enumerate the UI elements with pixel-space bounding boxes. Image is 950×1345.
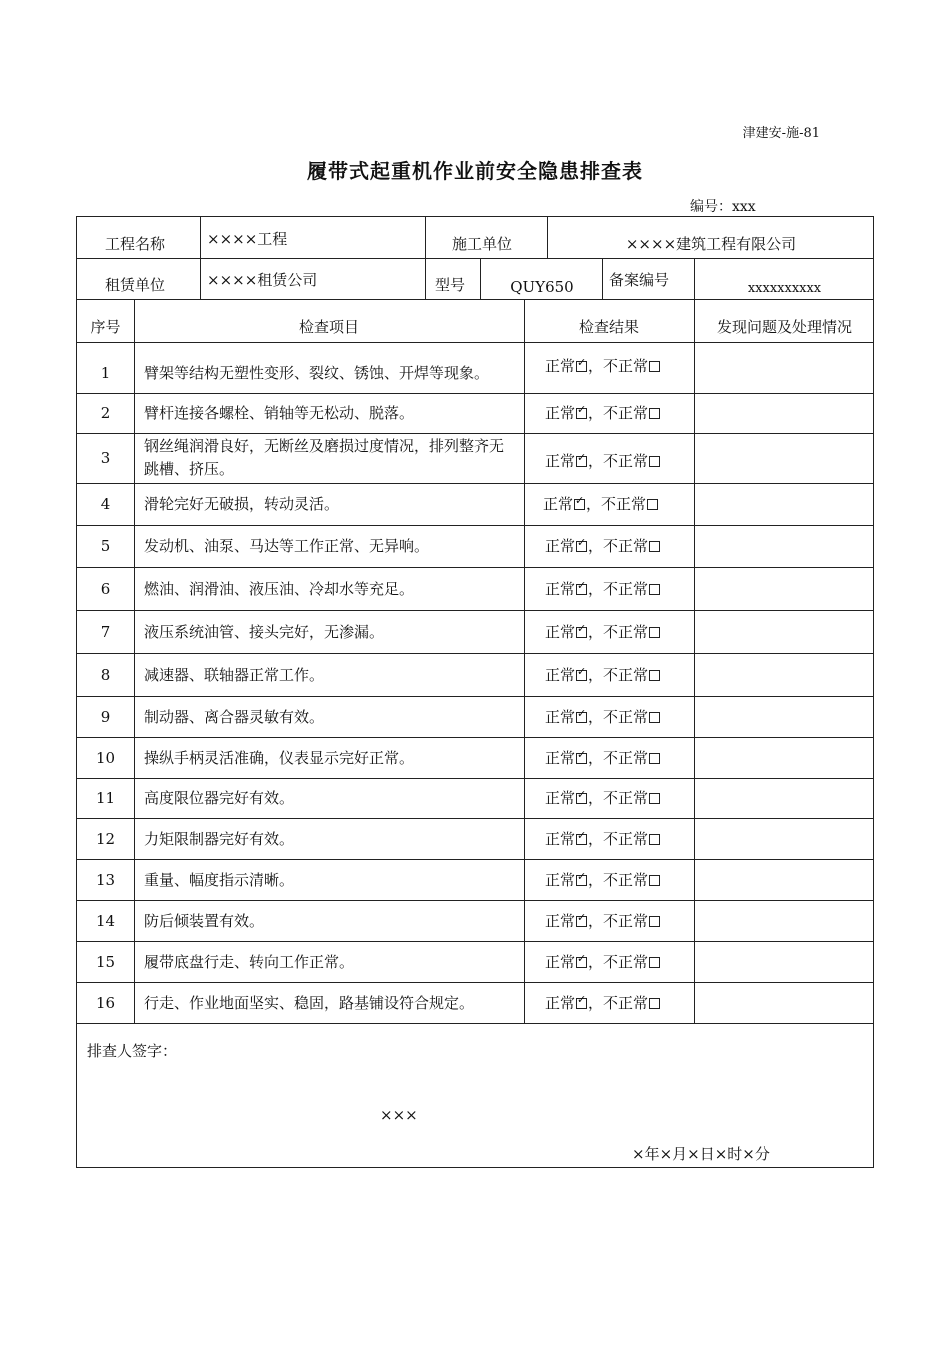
document-code: 津建安-施-81 — [742, 126, 820, 141]
table-rule — [480, 258, 481, 299]
normal-label: 正常 — [545, 829, 576, 848]
result-separator: ， — [588, 911, 604, 930]
abnormal-label: 不正常 — [603, 952, 649, 971]
inspection-table — [76, 216, 874, 1168]
check-result — [545, 911, 661, 931]
project-name-value[interactable]: ××××工程 — [207, 230, 288, 248]
check-item: 履带底盘行走、转向工作正常。 — [144, 952, 355, 971]
check-result — [545, 788, 661, 808]
abnormal-checkbox[interactable] — [649, 875, 660, 886]
abnormal-label: 不正常 — [603, 911, 649, 930]
issue-cell[interactable] — [695, 654, 874, 695]
check-result — [545, 356, 661, 376]
row-number: 5 — [100, 537, 111, 555]
result-separator: ， — [588, 952, 604, 971]
issue-cell[interactable] — [695, 434, 874, 482]
table-rule — [77, 342, 873, 343]
contractor-label: 施工单位 — [452, 235, 513, 253]
table-rule — [425, 258, 426, 299]
issue-cell[interactable] — [695, 343, 874, 392]
inspector-signature-label: 排查人签字： — [87, 1042, 178, 1060]
abnormal-label: 不正常 — [603, 748, 649, 767]
table-rule — [77, 982, 873, 983]
table-rule — [694, 299, 695, 1023]
normal-label: 正常 — [545, 870, 576, 889]
abnormal-label: 不正常 — [603, 356, 649, 375]
normal-label: 正常 — [545, 952, 576, 971]
table-rule — [77, 653, 873, 654]
result-separator: ， — [586, 495, 602, 513]
inspector-signature[interactable]: ××× — [380, 1106, 418, 1124]
check-result — [545, 536, 661, 556]
abnormal-checkbox[interactable] — [649, 753, 660, 764]
row-number: 4 — [100, 495, 111, 513]
normal-label: 正常 — [545, 748, 576, 767]
abnormal-label: 不正常 — [603, 537, 649, 555]
abnormal-checkbox[interactable] — [649, 793, 660, 804]
row-number: 10 — [95, 748, 116, 767]
abnormal-label: 不正常 — [603, 993, 649, 1012]
header-issue: 发现问题及处理情况 — [716, 318, 852, 336]
table-rule — [77, 859, 873, 860]
row-number: 14 — [95, 911, 116, 930]
normal-label: 正常 — [545, 707, 576, 726]
abnormal-checkbox[interactable] — [649, 834, 660, 845]
row-number: 13 — [95, 870, 116, 889]
check-item: 高度限位器完好有效。 — [144, 789, 295, 807]
abnormal-label: 不正常 — [603, 579, 649, 598]
project-name-label: 工程名称 — [105, 235, 166, 253]
page-title: 履带式起重机作业前安全隐患排查表 — [307, 159, 643, 183]
row-number: 15 — [95, 952, 116, 971]
check-result — [545, 622, 661, 642]
normal-checkbox[interactable] — [576, 834, 587, 845]
contractor-value[interactable]: ××××建筑工程有限公司 — [625, 235, 797, 253]
normal-label: 正常 — [545, 789, 576, 807]
issue-cell[interactable] — [695, 983, 874, 1022]
abnormal-checkbox[interactable] — [649, 998, 660, 1009]
normal-label: 正常 — [543, 495, 574, 513]
table-rule — [77, 567, 873, 568]
normal-checkbox[interactable] — [576, 875, 587, 886]
abnormal-label: 不正常 — [601, 495, 647, 513]
check-item: 液压系统油管、接头完好，无渗漏。 — [144, 622, 385, 641]
check-result — [545, 870, 661, 890]
abnormal-checkbox[interactable] — [649, 957, 660, 968]
table-rule — [77, 433, 873, 434]
row-number: 3 — [100, 449, 111, 467]
table-rule — [77, 1023, 873, 1024]
check-item: 滑轮完好无破损，转动灵活。 — [144, 495, 340, 513]
check-result — [545, 707, 661, 727]
table-rule — [77, 696, 873, 697]
normal-label: 正常 — [545, 452, 576, 470]
abnormal-checkbox[interactable] — [649, 408, 660, 419]
table-rule — [694, 258, 695, 299]
result-separator: ， — [588, 870, 604, 889]
table-rule — [524, 299, 525, 1023]
normal-label: 正常 — [545, 665, 576, 684]
abnormal-label: 不正常 — [603, 452, 649, 470]
normal-checkbox[interactable] — [576, 456, 587, 467]
issue-cell[interactable] — [695, 942, 874, 981]
normal-checkbox[interactable] — [576, 584, 587, 595]
normal-checkbox[interactable] — [576, 408, 587, 419]
row-number: 2 — [100, 404, 111, 422]
check-item: 重量、幅度指示清晰。 — [144, 870, 295, 889]
issue-cell[interactable] — [695, 819, 874, 858]
table-rule — [134, 299, 135, 1023]
lessor-label: 租赁单位 — [105, 276, 166, 294]
check-result — [545, 748, 661, 768]
issue-cell[interactable] — [695, 611, 874, 652]
model-label: 型号 — [435, 276, 466, 294]
result-separator: ， — [588, 707, 604, 726]
abnormal-checkbox[interactable] — [649, 712, 660, 723]
result-separator: ， — [588, 356, 604, 375]
issue-cell[interactable] — [695, 484, 874, 524]
check-item: 发动机、油泵、马达等工作正常、无异响。 — [144, 537, 430, 555]
issue-cell[interactable] — [695, 901, 874, 940]
abnormal-checkbox[interactable] — [647, 499, 658, 510]
result-separator: ， — [588, 789, 604, 807]
model-value[interactable]: QUY650 — [510, 278, 574, 296]
check-result — [545, 451, 661, 471]
result-separator: ， — [588, 404, 604, 422]
check-result — [545, 829, 661, 849]
issue-cell[interactable] — [695, 860, 874, 899]
check-result — [545, 579, 661, 599]
check-item: 燃油、润滑油、液压油、冷却水等充足。 — [144, 579, 415, 598]
header-item: 检查项目 — [298, 318, 359, 336]
row-number: 11 — [95, 789, 116, 807]
check-result — [545, 993, 661, 1013]
row-number: 6 — [100, 579, 111, 598]
header-result: 检查结果 — [578, 318, 639, 336]
normal-checkbox[interactable] — [574, 499, 585, 510]
check-item: 钢丝绳润滑良好，无断丝及磨损过度情况，排列整齐无跳槽、挤压。 — [144, 437, 505, 478]
abnormal-label: 不正常 — [603, 665, 649, 684]
table-rule — [77, 737, 873, 738]
table-rule — [425, 217, 426, 258]
row-number: 16 — [95, 993, 116, 1012]
check-result — [545, 952, 661, 972]
result-separator: ， — [588, 452, 604, 470]
normal-label: 正常 — [545, 356, 576, 375]
table-rule — [77, 483, 873, 484]
check-result — [545, 665, 661, 685]
abnormal-checkbox[interactable] — [649, 361, 660, 372]
normal-label: 正常 — [545, 911, 576, 930]
check-item: 操纵手柄灵活准确，仪表显示完好正常。 — [144, 748, 415, 767]
table-rule — [200, 217, 201, 299]
result-separator: ， — [588, 579, 604, 598]
normal-checkbox[interactable] — [576, 793, 587, 804]
normal-checkbox[interactable] — [576, 998, 587, 1009]
normal-label: 正常 — [545, 622, 576, 641]
row-number: 7 — [100, 622, 111, 641]
abnormal-label: 不正常 — [603, 404, 649, 422]
abnormal-label: 不正常 — [603, 622, 649, 641]
normal-checkbox[interactable] — [576, 916, 587, 927]
result-separator: ， — [588, 665, 604, 684]
normal-checkbox[interactable] — [576, 957, 587, 968]
abnormal-checkbox[interactable] — [649, 541, 660, 552]
check-item: 制动器、离合器灵敏有效。 — [144, 707, 325, 726]
row-number: 12 — [95, 829, 116, 848]
check-item: 臂杆连接各螺栓、销轴等无松动、脱落。 — [144, 404, 415, 422]
normal-checkbox[interactable] — [576, 712, 587, 723]
abnormal-checkbox[interactable] — [649, 627, 660, 638]
check-item: 减速器、联轴器正常工作。 — [144, 665, 325, 684]
normal-checkbox[interactable] — [576, 670, 587, 681]
row-number: 9 — [100, 707, 111, 726]
serial-number: 编号：xxx — [690, 199, 756, 215]
abnormal-label: 不正常 — [603, 829, 649, 848]
abnormal-label: 不正常 — [603, 870, 649, 889]
check-result — [545, 403, 661, 423]
record-number-label: 备案编号 — [609, 271, 670, 289]
row-number: 8 — [100, 665, 111, 684]
normal-checkbox[interactable] — [576, 753, 587, 764]
abnormal-label: 不正常 — [603, 707, 649, 726]
inspection-datetime[interactable]: ×年×月×日×时×分 — [632, 1145, 770, 1163]
normal-checkbox[interactable] — [576, 361, 587, 372]
issue-cell[interactable] — [695, 779, 874, 817]
issue-cell[interactable] — [695, 568, 874, 609]
lessor-value[interactable]: ××××租赁公司 — [207, 271, 318, 289]
abnormal-checkbox[interactable] — [649, 456, 660, 467]
table-rule — [77, 525, 873, 526]
result-separator: ， — [588, 748, 604, 767]
check-result — [543, 494, 659, 514]
result-separator: ， — [588, 993, 604, 1012]
normal-label: 正常 — [545, 537, 576, 555]
row-number: 1 — [100, 363, 111, 382]
normal-checkbox[interactable] — [576, 541, 587, 552]
result-separator: ， — [588, 829, 604, 848]
table-rule — [77, 299, 873, 300]
result-separator: ， — [588, 537, 604, 555]
abnormal-checkbox[interactable] — [649, 916, 660, 927]
table-rule — [77, 610, 873, 611]
issue-cell[interactable] — [695, 394, 874, 432]
issue-cell[interactable] — [695, 738, 874, 777]
table-rule — [77, 818, 873, 819]
check-item: 行走、作业地面坚实、稳固，路基铺设符合规定。 — [144, 993, 475, 1012]
abnormal-checkbox[interactable] — [649, 670, 660, 681]
header-no: 序号 — [90, 318, 121, 336]
normal-label: 正常 — [545, 993, 576, 1012]
normal-label: 正常 — [545, 579, 576, 598]
normal-label: 正常 — [545, 404, 576, 422]
normal-checkbox[interactable] — [576, 627, 587, 638]
check-item: 力矩限制器完好有效。 — [144, 829, 295, 848]
table-rule — [77, 258, 873, 259]
abnormal-checkbox[interactable] — [649, 584, 660, 595]
record-number-value[interactable]: xxxxxxxxxx — [747, 281, 822, 296]
table-rule — [77, 778, 873, 779]
check-item: 防后倾装置有效。 — [144, 911, 265, 930]
table-rule — [77, 393, 873, 394]
issue-cell[interactable] — [695, 697, 874, 736]
table-rule — [77, 900, 873, 901]
table-rule — [77, 941, 873, 942]
check-item: 臂架等结构无塑性变形、裂纹、锈蚀、开焊等现象。 — [144, 363, 490, 382]
table-rule — [602, 258, 603, 299]
abnormal-label: 不正常 — [603, 789, 649, 807]
table-rule — [547, 217, 548, 258]
issue-cell[interactable] — [695, 526, 874, 566]
result-separator: ， — [588, 622, 604, 641]
